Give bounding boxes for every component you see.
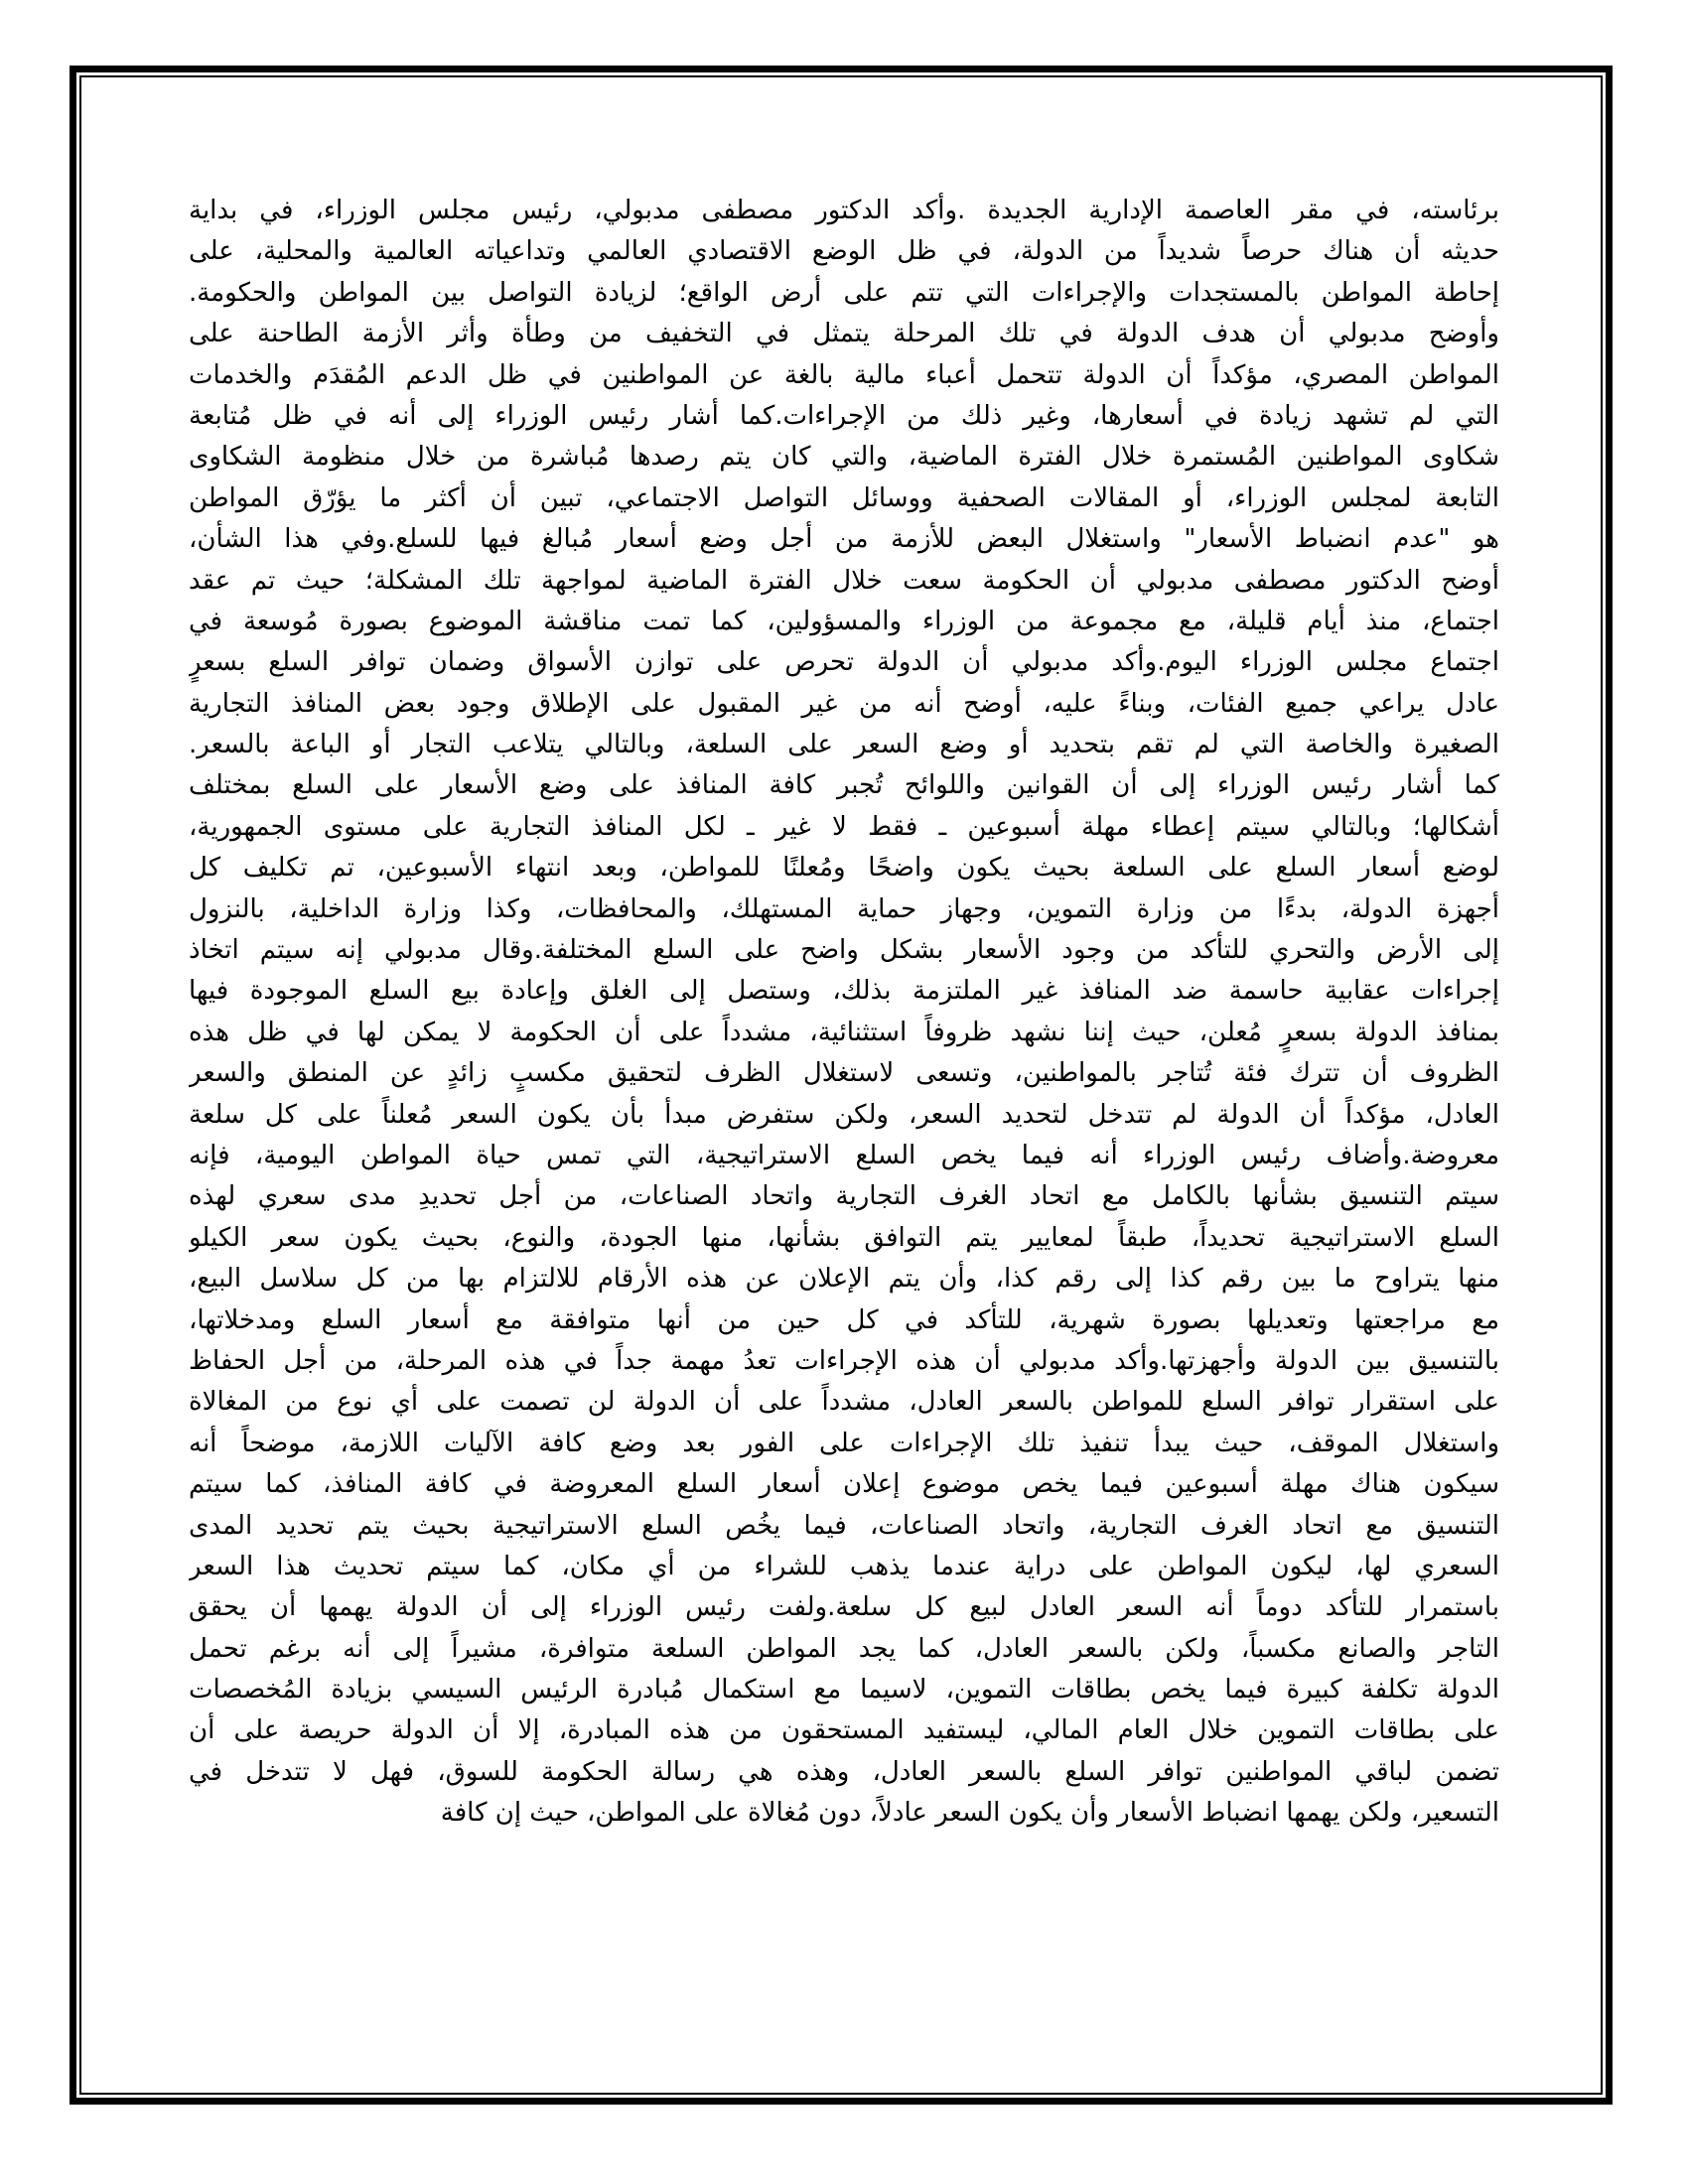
article-body — [189, 191, 1499, 1835]
text-line: حديثه أن هناك حرصاً شديداً من الدولة، في ظل الوضع الاقتصادي العالمي وتداعياته العالمية والمحلية، على — [189, 236, 1499, 267]
text-line: إجراءات عقابية حاسمة ضد المنافذ غير الملتزمة بذلك، وستصل إلى الغلق وإعادة بيع السلع الموجودة فيها — [189, 976, 1499, 1007]
text-line: شكاوى المواطنين المُستمرة خلال الفترة الماضية، والتي كان يتم رصدها مُباشرة من خلال منظومة الشكاوى — [189, 442, 1499, 473]
text-line: على بطاقات التموين خلال العام المالي، ليستفيد المستحقون من هذه المبادرة، إلا أن الدولة حريصة على أن — [189, 1715, 1499, 1746]
text-line: تضمن لباقي المواطنين توافر السلع بالسعر العادل، وهذه هي رسالة الحكومة للسوق، فهل لا تتدخل في — [189, 1756, 1499, 1787]
text-line: واستغلال الموقف، حيث يبدأ تنفيذ تلك الإجراءات على الفور بعد وضع كافة الآليات اللازمة، موضحاً أنه — [189, 1428, 1499, 1458]
text-line: التي لم تشهد زيادة في أسعارها، وغير ذلك من الإجراءات.كما أشار رئيس الوزراء إلى أنه في ظل مُتابعة — [189, 400, 1499, 431]
text-line: لوضع أسعار السلع على السلعة بحيث يكون واضحًا ومُعلنًا للمواطن، وبعد انتهاء الأسبوعين، تم تكليف كل — [189, 853, 1499, 884]
text-line: برئاسته، في مقر العاصمة الإدارية الجديدة .وأكد الدكتور مصطفى مدبولي، رئيس مجلس الوزراء، في بداية — [189, 196, 1499, 225]
text-line: إحاطة المواطن بالمستجدات والإجراءات التي تتم على أرض الواقع؛ لزيادة التواصل بين المواطن والحكومة. — [189, 277, 1499, 308]
text-line: بمنافذ الدولة بسعرٍ مُعلن، حيث إننا نشهد ظروفاً استثنائية، مشدداً على أن الحكومة لا يمكن لها في ظل هذه — [189, 1017, 1499, 1047]
text-line: سيتم التنسيق بشأنها بالكامل مع اتحاد الغرف التجارية واتحاد الصناعات، من أجل تحديدِ مدى سعري لهذه — [189, 1181, 1499, 1212]
text-line: اجتماع، منذ أيام قليلة، مع مجموعة من الوزراء والمسؤولين، كما تمت مناقشة الموضوع بصورة مُوسعة في — [189, 606, 1499, 636]
text-line: السعري لها، ليكون المواطن على دراية عندما يذهب للشراء من أي مكان، كما سيتم تحديث هذا السعر — [189, 1551, 1499, 1581]
text-line: أشكالها؛ وبالتالي سيتم إعطاء مهلة أسبوعين ـ فقط لا غير ـ لكل المنافذ التجارية على مستوى الجمهورية، — [189, 811, 1499, 842]
text-line: التسعير، ولكن يهمها انضباط الأسعار وأن يكون السعر عادلاً، دون مُغالاة على المواطن، حيث إن كافة — [440, 1798, 1499, 1829]
text-line: التاجر والصانع مكسباً، ولكن بالسعر العادل، كما يجد المواطن السلعة متوافرة، مشيراً إلى أنه برغم تحمل — [189, 1633, 1499, 1664]
text-line: الدولة تكلفة كبيرة فيما يخص بطاقات التموين، لاسيما مع استكمال مُبادرة الرئيس السيسي بزيادة المُخصصات — [189, 1675, 1499, 1706]
text-line: بالتنسيق بين الدولة وأجهزتها.وأكد مدبولي أن هذه الإجراءات تعدُ مهمة جداً في هذه المرحلة، من أجل الحفاظ — [189, 1345, 1499, 1376]
text-line: منها يتراوح ما بين رقم كذا إلى رقم كذا، وأن يتم الإعلان عن هذه الأرقام للالتزام بها من كل سلاسل البيع، — [189, 1264, 1499, 1295]
text-line: مع مراجعتها وتعديلها بصورة شهرية، للتأكد في كل حين من أنها متوافقة مع أسعار السلع ومدخلاتها، — [189, 1304, 1499, 1335]
text-line: وأوضح مدبولي أن هدف الدولة في تلك المرحلة يتمثل في التخفيف من وطأة وأثر الأزمة الطاحنة على — [189, 319, 1499, 349]
text-line: على استقرار توافر السلع للمواطن بالسعر العادل، مشدداً على أن الدولة لن تصمت على أي نوع من المغالاة — [189, 1387, 1499, 1418]
text-line: معروضة.وأضاف رئيس الوزراء أنه فيما يخص السلع الاستراتيجية، التي تمس حياة المواطن اليومية، فإنه — [189, 1140, 1499, 1170]
text-line: العادل، مؤكداً أن الدولة لم تتدخل لتحديد السعر، ولكن ستفرض مبدأ بأن يكون السعر مُعلناً على كل سلعة — [189, 1099, 1499, 1130]
text-line: المواطن المصري، مؤكداً أن الدولة تتحمل أعباء مالية بالغة عن المواطنين في ظل الدعم المُقدَم والخدمات — [189, 359, 1499, 390]
text-line: الصغيرة والخاصة التي لم تقم بتحديد أو وضع السعر على السلعة، وبالتالي يتلاعب التجار أو الباعة بالسعر. — [189, 730, 1499, 760]
text-line: الظروف أن تترك فئة تُتاجر بالمواطنين، وتسعى لاستغلال الظرف لتحقيق مكسبٍ زائدٍ عن المنطق والسعر — [189, 1058, 1499, 1089]
text-line: اجتماع مجلس الوزراء اليوم.وأكد مدبولي أن الدولة تحرص على توازن الأسواق وضمان توافر السلع بسعرٍ — [189, 647, 1499, 678]
text-line: السلع الاستراتيجية تحديداً، طبقاً لمعايير يتم التوافق بشأنها، منها الجودة، والنوع، بحيث يكون سعر الكيلو — [189, 1222, 1499, 1253]
text-line: التابعة لمجلس الوزراء، أو المقالات الصحفية ووسائل التواصل الاجتماعي، تبين أن أكثر ما يؤرّق المواطن — [189, 482, 1499, 513]
text-line: أوضح الدكتور مصطفى مدبولي أن الحكومة سعت خلال الفترة الماضية لمواجهة تلك المشكلة؛ حيث تم عقد — [189, 565, 1499, 596]
text-line: عادل يراعي جميع الفئات، وبناءً عليه، أوضح أنه من غير المقبول على الإطلاق وجود بعض المنافذ التجارية — [189, 688, 1499, 719]
text-line: هو "عدم انضباط الأسعار" واستغلال البعض للأزمة من أجل وضع أسعار مُبالغ فيها للسلع.وفي هذا الشأن، — [189, 524, 1499, 555]
text-line: إلى الأرض والتحري للتأكد من وجود الأسعار بشكل واضح على السلع المختلفة.وقال مدبولي إنه سيتم اتخاذ — [189, 935, 1499, 966]
text-line: أجهزة الدولة، بدءًا من وزارة التموين، وجهاز حماية المستهلك، والمحافظات، وكذا وزارة الداخلية، بالنزول — [189, 893, 1499, 924]
text-line: التنسيق مع اتحاد الغرف التجارية، واتحاد الصناعات، فيما يخُص السلع الاستراتيجية بحيث يتم تحديد المدى — [189, 1510, 1499, 1541]
text-line: باستمرار للتأكد دوماً أنه السعر العادل لبيع كل سلعة.ولفت رئيس الوزراء إلى أن الدولة يهمها أن يحقق — [189, 1592, 1499, 1623]
text-line: كما أشار رئيس الوزراء إلى أن القوانين واللوائح تُجبر كافة المنافذ على وضع الأسعار على السلع بمختلف — [189, 770, 1499, 801]
text-line: سيكون هناك مهلة أسبوعين فيما يخص موضوع إعلان أسعار السلع المعروضة في كافة المنافذ، كما سيتم — [189, 1469, 1499, 1500]
